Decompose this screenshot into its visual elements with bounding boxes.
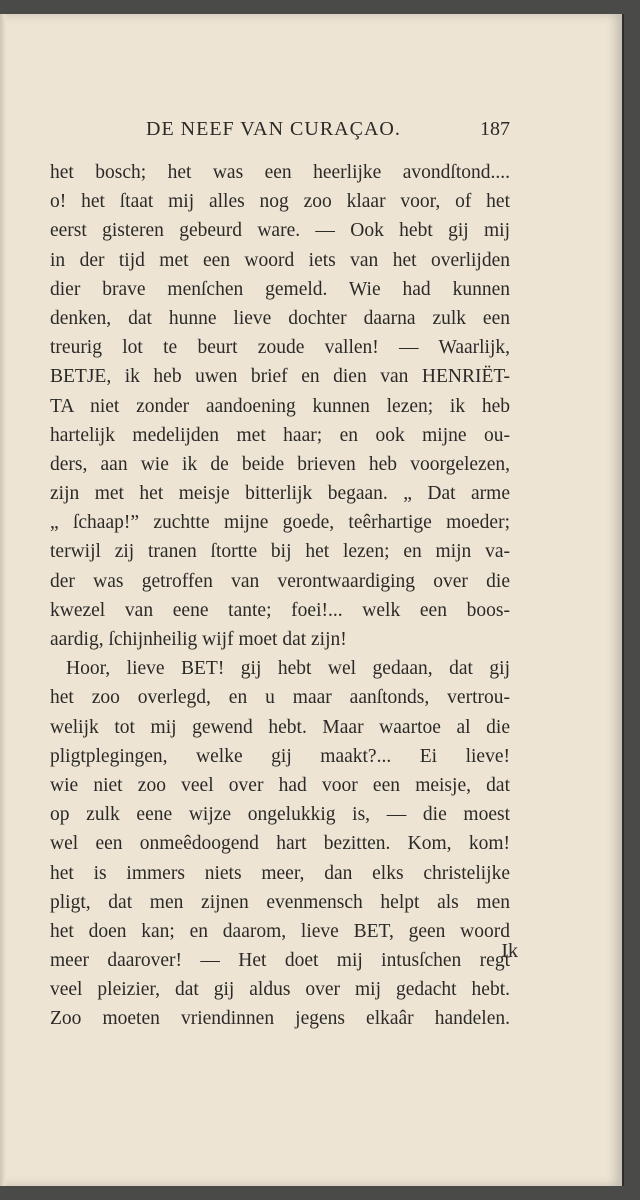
text-line: terwijl zij tranen ſtortte bij het lezen; en mijn va- bbox=[50, 541, 510, 563]
text-line: meer daarover! — Het doet mij intusſchen regt bbox=[50, 950, 510, 972]
text-line: kwezel van eene tante; foei!... welk een boos- bbox=[50, 599, 510, 621]
text-line: Hoor, lieve BET! gij hebt wel gedaan, dat gij bbox=[66, 658, 510, 680]
text-line: o! het ſtaat mij alles nog zoo klaar voor, of het bbox=[50, 191, 510, 213]
text-line: ders, aan wie ik de beide brieven heb voorgelezen, bbox=[50, 453, 510, 475]
text-line: treurig lot te beurt zoude vallen! — Waarlijk, bbox=[50, 337, 510, 359]
page-header bbox=[50, 118, 510, 148]
text-line: der was getroffen van verontwaardiging over die bbox=[50, 570, 510, 592]
body-text bbox=[50, 158, 510, 1034]
text-line: Zoo moeten vriendinnen jegens elkaâr handelen. bbox=[50, 1008, 510, 1030]
text-line: dier brave menſchen gemeld. Wie had kunnen bbox=[50, 278, 510, 300]
text-line: zijn met het meisje bitterlijk begaan. „ Dat arme bbox=[50, 483, 510, 505]
text-line: wel een onmeêdoogend hart bezitten. Kom, kom! bbox=[50, 833, 510, 855]
text-line: op zulk eene wijze ongelukkig is, — die moest bbox=[50, 804, 510, 826]
text-line: het bosch; het was een heerlijke avondſtond.... bbox=[50, 162, 510, 183]
running-title: DE NEEF VAN CURAÇAO. bbox=[146, 118, 401, 140]
text-line: „ ſchaap!” zuchtte mijne goede, teêrhartige moeder; bbox=[50, 512, 510, 534]
text-line: het zoo overlegd, en u maar aanſtonds, vertrou- bbox=[50, 687, 510, 709]
catchword: Ik bbox=[501, 940, 518, 962]
text-line: welijk tot mij gewend hebt. Maar waartoe al die bbox=[50, 716, 510, 738]
page-number: 187 bbox=[480, 118, 510, 140]
text-line: het is immers niets meer, dan elks christelijke bbox=[50, 862, 510, 884]
text-line: pligtplegingen, welke gij maakt?... Ei lieve! bbox=[50, 745, 510, 767]
text-line: veel pleizier, dat gij aldus over mij gedacht hebt. bbox=[50, 979, 510, 1001]
text-line: aardig, ſchijnheilig wijf moet dat zijn! bbox=[50, 629, 347, 650]
text-line: hartelijk medelijden met haar; en ook mijne ou- bbox=[50, 424, 510, 446]
text-line: BETJE, ik heb uwen brief en dien van HENRIËT- bbox=[50, 366, 510, 388]
text-line: in der tijd met een woord iets van het overlijden bbox=[50, 249, 510, 271]
text-line: TA niet zonder aandoening kunnen lezen; ik heb bbox=[50, 395, 510, 417]
text-line: eerst gisteren gebeurd ware. — Ook hebt gij mij bbox=[50, 220, 510, 242]
page-edge bbox=[0, 14, 6, 1186]
text-line: het doen kan; en daarom, lieve BET, geen woord bbox=[50, 920, 510, 942]
text-line: pligt, dat men zijnen evenmensch helpt als men bbox=[50, 891, 510, 913]
text-line: wie niet zoo veel over had voor een meisje, dat bbox=[50, 774, 510, 796]
text-line: denken, dat hunne lieve dochter daarna zulk een bbox=[50, 307, 510, 329]
